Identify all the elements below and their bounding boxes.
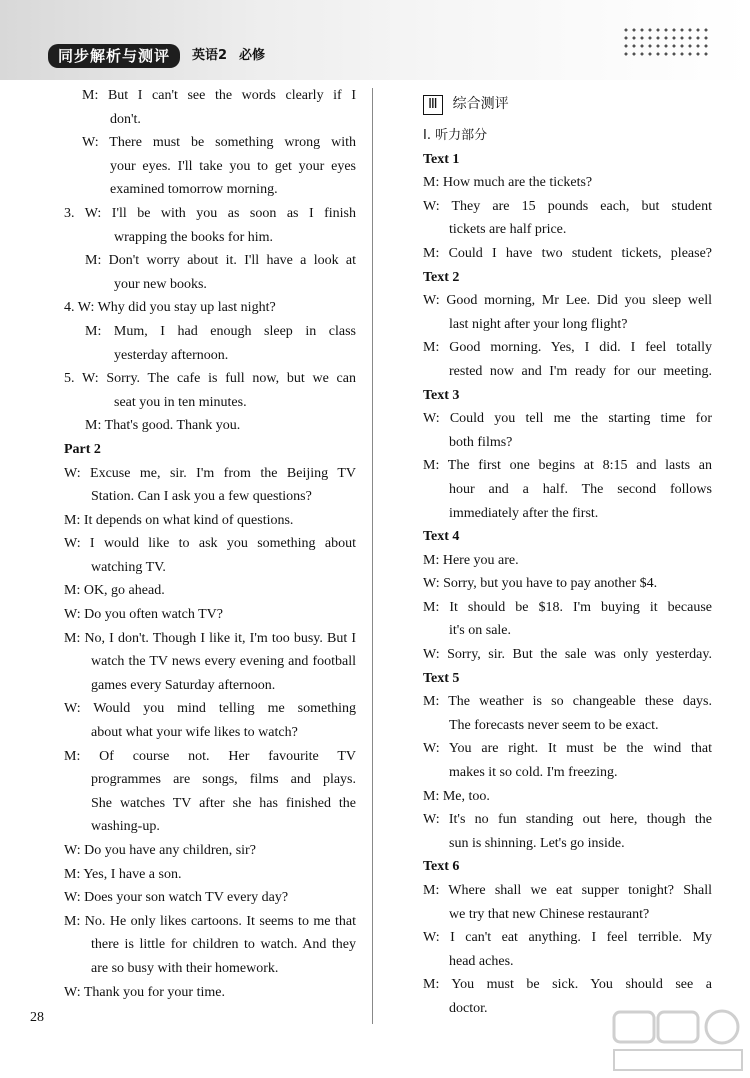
left-heading: Part 2 [64,441,101,457]
right-line: W: I can't eat anything. I feel terrible. My [423,930,712,946]
left-line: programmes are songs, films and plays. [91,772,356,788]
right-line: M: The weather is so changeable these days. [423,694,712,710]
right-line: immediately after the first. [449,505,599,521]
left-line: washing-up. [91,819,160,835]
left-line: W: Do you have any children, sir? [64,843,256,858]
left-line: don't. [110,111,141,127]
left-line: W: Do you often watch TV? [64,607,224,623]
watermark-logo [612,1008,744,1074]
left-line: watching TV. [91,559,166,575]
right-line: M: How much are the tickets? [423,175,593,191]
right-line: M: Me, too. [423,788,490,804]
right-line: it's on sale. [449,623,512,639]
right-line: M: The first one begins at 8:15 and lasts an [423,458,712,474]
left-line: M: Of course not. Her favourite TV [64,748,356,764]
left-line: M: OK, go ahead. [64,583,165,599]
left-line: She watches TV after she has finished the [91,795,356,811]
right-line: rested now and I'm ready for our meeting. [449,363,712,379]
right-line: tickets are half price. [449,222,567,238]
right-line: The forecasts never seem to be exact. [449,717,659,733]
left-line: M: It depends on what kind of questions. [64,512,294,528]
page-header [0,0,750,80]
right-heading: Text 3 [423,387,460,403]
left-line: M: No. He only likes cartoons. It seems to me that [64,913,356,929]
right-line: sun is shinning. Let's go inside. [449,835,625,851]
right-line: W: They are 15 pounds each, but student [423,198,712,214]
series-title: 同步解析与测评 [48,44,180,68]
column-divider [372,88,373,1024]
left-line: yesterday afternoon. [114,347,229,363]
left-line: M: No, I don't. Though I like it, I'm too busy. But I [64,630,356,646]
left-line: W: Thank you for your time. [64,984,225,1000]
left-line: your eyes. I'll take you to get your eyes [110,158,356,174]
right-heading: Text 6 [423,859,460,875]
right-line: W: You are right. It must be the wind that [423,741,712,757]
right-line: head aches. [449,953,514,969]
left-line: seat you in ten minutes. [114,394,247,410]
left-line: games every Saturday afternoon. [91,677,276,693]
section-heading [416,84,716,124]
left-line: M: Yes, I have a son. [64,866,182,882]
right-line: W: Could you tell me the starting time for [423,411,712,427]
left-line: wrapping the books for him. [114,229,274,245]
left-column [60,84,360,1004]
right-heading: Text 1 [423,151,460,167]
right-line: M: Here you are. [423,552,519,568]
right-line: we try that new Chinese restaurant? [449,906,650,922]
left-line: 5. W: Sorry. The cafe is full now, but we can [64,371,356,387]
right-line: hour and a half. The second follows [449,481,712,497]
left-line: there is little for children to watch. And they [91,937,356,953]
left-line: M: That's good. Thank you. [85,418,241,434]
section-title: 综合测评 [452,96,509,112]
left-line: 4. W: Why did you stay up last night? [64,300,276,316]
subject-name: 英语2 [192,48,228,63]
right-line: M: You must be sick. You should see a [423,977,712,993]
right-line: W: It's no fun standing out here, though the [423,812,712,828]
right-column [416,84,716,1021]
left-line: about what your wife likes to watch? [91,725,298,741]
edition-name: 必修 [239,48,266,63]
section-number: Ⅲ [423,95,443,115]
right-heading: Text 4 [423,529,460,545]
left-line: W: Would you mind telling me something [64,701,356,717]
right-line: W: Good morning, Mr Lee. Did you sleep well [423,293,712,309]
left-line: are so busy with their homework. [91,960,279,976]
right-line: last night after your long flight? [449,316,628,332]
right-line: both films? [449,434,513,450]
page-number: 28 [30,1010,44,1025]
left-line: W: Does your son watch TV every day? [64,890,289,906]
right-lines [416,148,716,1021]
subject-label [192,44,277,68]
left-line: examined tomorrow morning. [110,182,278,198]
left-line: M: Don't worry about it. I'll have a look at [85,253,356,269]
right-heading: Text 2 [423,269,460,285]
right-heading: Text 5 [423,670,460,686]
right-line: doctor. [449,1000,488,1016]
left-line: 3. W: I'll be with you as soon as I finish [64,205,356,221]
right-line: M: Could I have two student tickets, please? [423,245,712,261]
right-line: W: Sorry, sir. But the sale was only yesterday. [423,647,712,663]
left-line: W: Excuse me, sir. I'm from the Beijing TV [64,465,356,481]
part-heading: Ⅰ. 听力部分 [423,128,488,143]
left-line: watch the TV news every evening and football [91,654,356,670]
left-line: W: I would like to ask you something about [64,536,356,552]
right-line: M: Good morning. Yes, I did. I feel totally [423,340,712,356]
left-line: your new books. [114,276,207,292]
header-dot-pattern [622,26,710,58]
left-line: Station. Can I ask you a few questions? [91,489,312,505]
right-line: W: Sorry, but you have to pay another $4. [423,576,658,592]
left-line: M: Mum, I had enough sleep in class [85,323,356,339]
right-line: M: Where shall we eat supper tonight? Shall [423,883,712,898]
right-line: M: It should be $18. I'm buying it because [423,599,712,615]
left-line: W: There must be something wrong with [82,135,356,151]
right-line: makes it so cold. I'm freezing. [449,765,618,781]
left-line: M: But I can't see the words clearly if I [82,88,356,103]
